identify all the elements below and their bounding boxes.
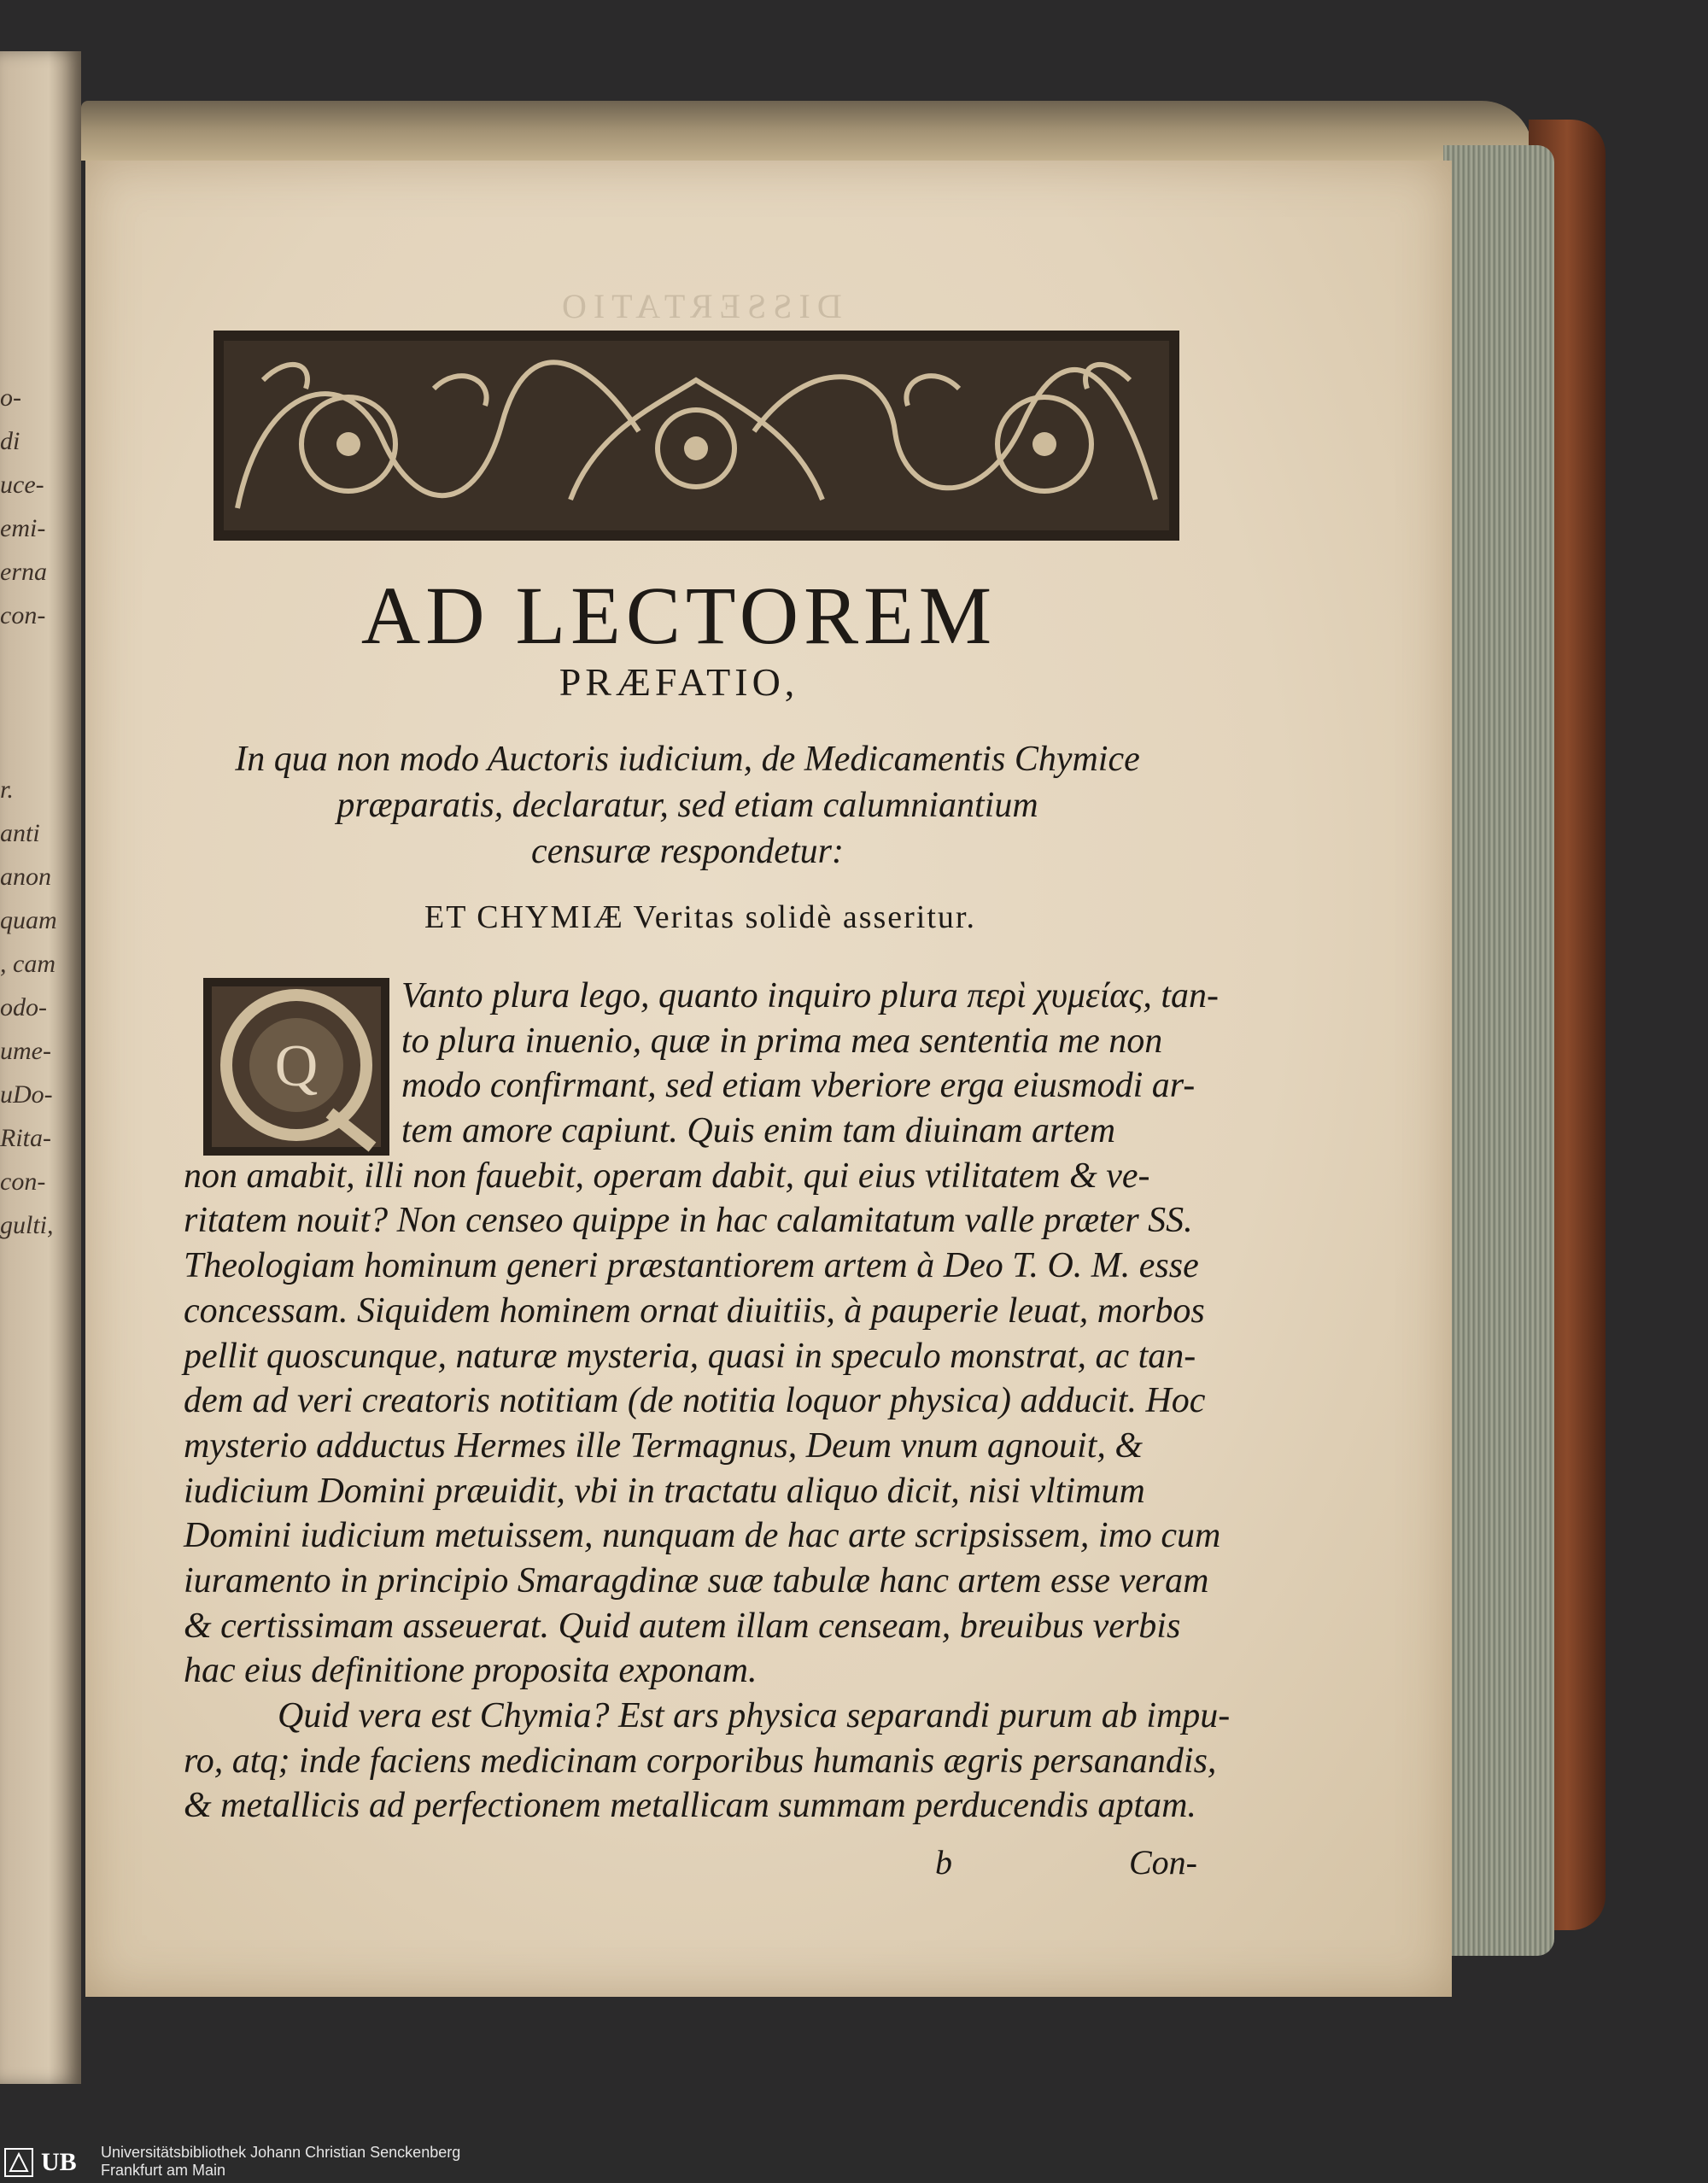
body-line: & certissimam asseuerat. Quid autem illam censeam, breuibus verbis [184,1606,1181,1646]
body-line: Theologiam hominum generi præstantiorem artem à Deo T. O. M. esse [184,1246,1199,1286]
left-page-edge [0,51,81,2084]
page-subtitle: PRÆFATIO, [559,660,799,704]
body-line: non amabit, illi non fauebit, operam dabit, qui eius vtilitatem & ve- [184,1156,1150,1196]
body-line: concessam. Siquidem hominem ornat diuitiis, à pauperie leuat, morbos [184,1290,1205,1331]
body-line: Vanto plura lego, quanto inquiro plura περὶ χυμείας, tan- [401,976,1220,1015]
left-margin-fragment: anti [0,819,40,847]
body-line: Quid vera est Chymia? Est ars physica separandi purum ab impu- [278,1696,1231,1735]
show-through-header: DISSERTATIO [555,287,842,325]
page-title: AD LECTOREM [360,570,997,661]
left-margin-fragment: con- [0,1168,46,1196]
left-margin-fragment: uce- [0,471,44,499]
left-margin-fragment [0,637,34,681]
left-margin-fragment [0,681,34,724]
left-margin-fragment: emi- [0,514,46,542]
left-margin-fragment: Rita- [0,1124,51,1152]
signature-mark: b [935,1843,952,1882]
left-margin-fragment: ume- [0,1037,51,1065]
left-margin-fragment: o- [0,383,21,412]
body-line: dem ad veri creatoris notitiam (de notitia loquor physica) adducit. Hoc [184,1381,1206,1421]
left-margin-fragment: odo- [0,993,47,1021]
initial-letter: Q [274,1033,319,1099]
body-line: & metallicis ad perfectionem metallicam summam perducendis aptam. [184,1786,1196,1826]
left-margin-fragment [0,724,34,768]
left-margin-fragments [0,376,57,1247]
body-line: modo confirmant, sed etiam vberiore erga eiusmodi ar- [401,1066,1196,1106]
library-emblem-icon [3,2147,34,2178]
left-margin-fragment: anon [0,863,51,891]
body-line: mysterio adductus Hermes ille Termagnus, Deum vnum agnouit, & [184,1425,1144,1466]
body-line: ritatem nouit? Non censeo quippe in hac calamitatum valle præter SS. [184,1201,1193,1241]
body-line: iuramento in principio Smaragdinæ suæ tabulæ hanc artem esse veram [184,1560,1209,1601]
body-text [184,974,1231,1829]
woodcut-ornament-headpiece [212,329,1181,542]
library-logo-text: UB [41,2148,77,2176]
body-line: ro, atq; inde faciens medicinam corporibus humanis ægris persanandis, [184,1741,1217,1781]
left-margin-fragment: erna [0,558,47,586]
left-margin-fragment: di [0,427,20,455]
body-line: pellit quoscunque, naturæ mysteria, quasi in speculo monstrat, ac tan- [184,1336,1196,1376]
book-top-edge [81,101,1533,161]
intro-line: censuræ respondetur: [531,832,844,871]
library-logo [3,2145,92,2180]
library-location: Frankfurt am Main [101,2162,226,2179]
library-footer-bar [0,2140,1708,2183]
body-line: to plura inuenio, quæ in prima mea sententia me non [401,1021,1163,1061]
body-line: hac eius definitione proposita exponam. [184,1651,757,1691]
body-line: Domini iudicium metuissem, nunquam de hac arte scripsissem, imo cum [184,1516,1221,1556]
catchword: Con- [1129,1843,1197,1882]
body-line: tem amore capiunt. Quis enim tam diuinam artem [401,1111,1116,1151]
library-credit [101,2144,460,2180]
left-margin-fragment: quam [0,906,57,934]
veritas-line: ET CHYMIÆ Veritas solidè asseritur. [424,899,976,935]
left-margin-fragment: gulti, [0,1211,54,1239]
left-margin-fragment: , cam [0,950,56,978]
body-line: iudicium Domini præuidit, vbi in tractatu aliquo dicit, nisi vltimum [184,1471,1145,1511]
library-name: Universitätsbibliothek Johann Christian Senckenberg [101,2144,461,2161]
left-margin-fragment: con- [0,601,46,629]
left-margin-fragment: uDo- [0,1080,53,1109]
intro-line: præparatis, declaratur, sed etiam calumniantium [336,786,1038,825]
intro-paragraph [214,736,1161,875]
intro-line: In qua non modo Auctoris iudicium, de Medicamentis Chymice [235,740,1140,779]
left-margin-fragment: r. [0,775,14,804]
page-block-fore-edge [1443,145,1554,1956]
